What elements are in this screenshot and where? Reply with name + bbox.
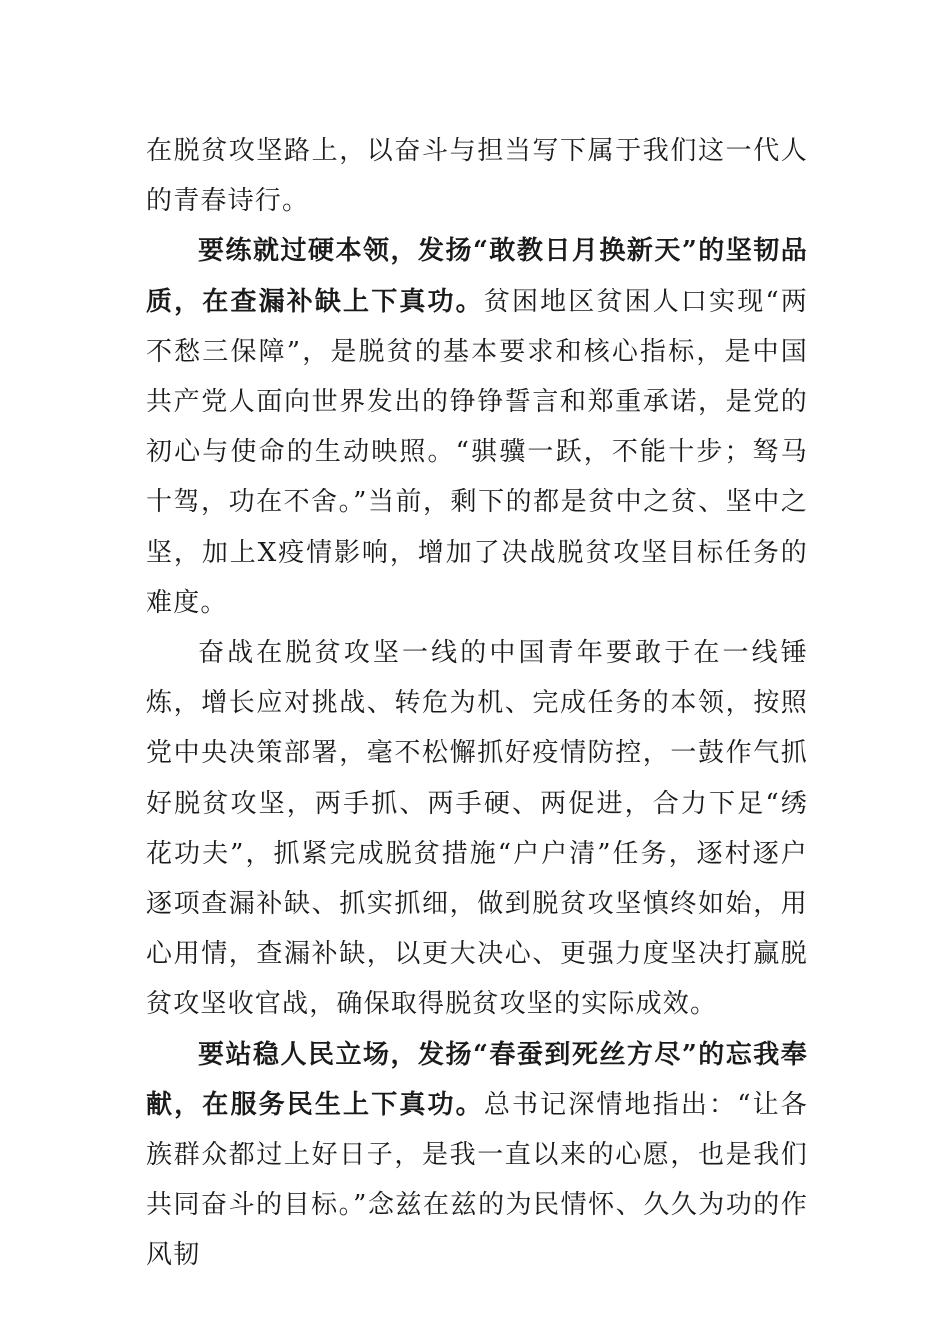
paragraph-lead: 要站稳人民立场，发扬“春蚕到死丝方尽”的忘我奉献，在服务民生上下真功。 (146, 1039, 808, 1120)
paragraph-2 (146, 226, 808, 628)
paragraph-text: 在脱贫攻坚路上，以奋斗与担当写下属于我们这一代人的青春诗行。 (146, 136, 808, 217)
paragraph-text: 奋战在脱贫攻坚一线的中国青年要敢于在一线锤炼，增长应对挑战、转危为机、完成任务的本领，按照党中央决策部署，毫不松懈抓好疫情防控，一鼓作气抓好脱贫攻坚，两手抓、两手硬、两促进，合力下足“绣花功夫”，抓紧完成脱贫措施“户户清”任务，逐村逐户逐项查漏补缺、抓实抓细，做到脱贫攻坚慎终如始，用心用情，查漏补缺，以更大决心、更强力度坚决打赢脱贫攻坚收官战，确保取得脱贫攻坚的实际成效。 (146, 638, 808, 1020)
paragraph-lead: 要练就过硬本领，发扬“敢教日月换新天”的坚韧品质，在查漏补缺上下真功。 (146, 236, 808, 317)
paragraph-text: 总书记深情地指出：“让各族群众都过上好日子，是我一直以来的心愿，也是我们共同奋斗的目标。”念兹在兹的为民情怀、久久为功的作风韧 (146, 1089, 808, 1271)
paragraph-3 (146, 628, 808, 1030)
paragraph-1 (146, 126, 808, 226)
document-body (146, 126, 808, 1281)
paragraph-4 (146, 1030, 808, 1281)
paragraph-text: 贫困地区贫困人口实现“两不愁三保障”，是脱贫的基本要求和核心指标，是中国共产党人面向世界发出的铮铮誓言和郑重承诺，是党的初心与使命的生动映照。“骐骥一跃，不能十步；驽马十驾，功在不舍。”当前，剩下的都是贫中之贫、坚中之坚，加上X疫情影响，增加了决战脱贫攻坚目标任务的难度。 (146, 286, 808, 618)
